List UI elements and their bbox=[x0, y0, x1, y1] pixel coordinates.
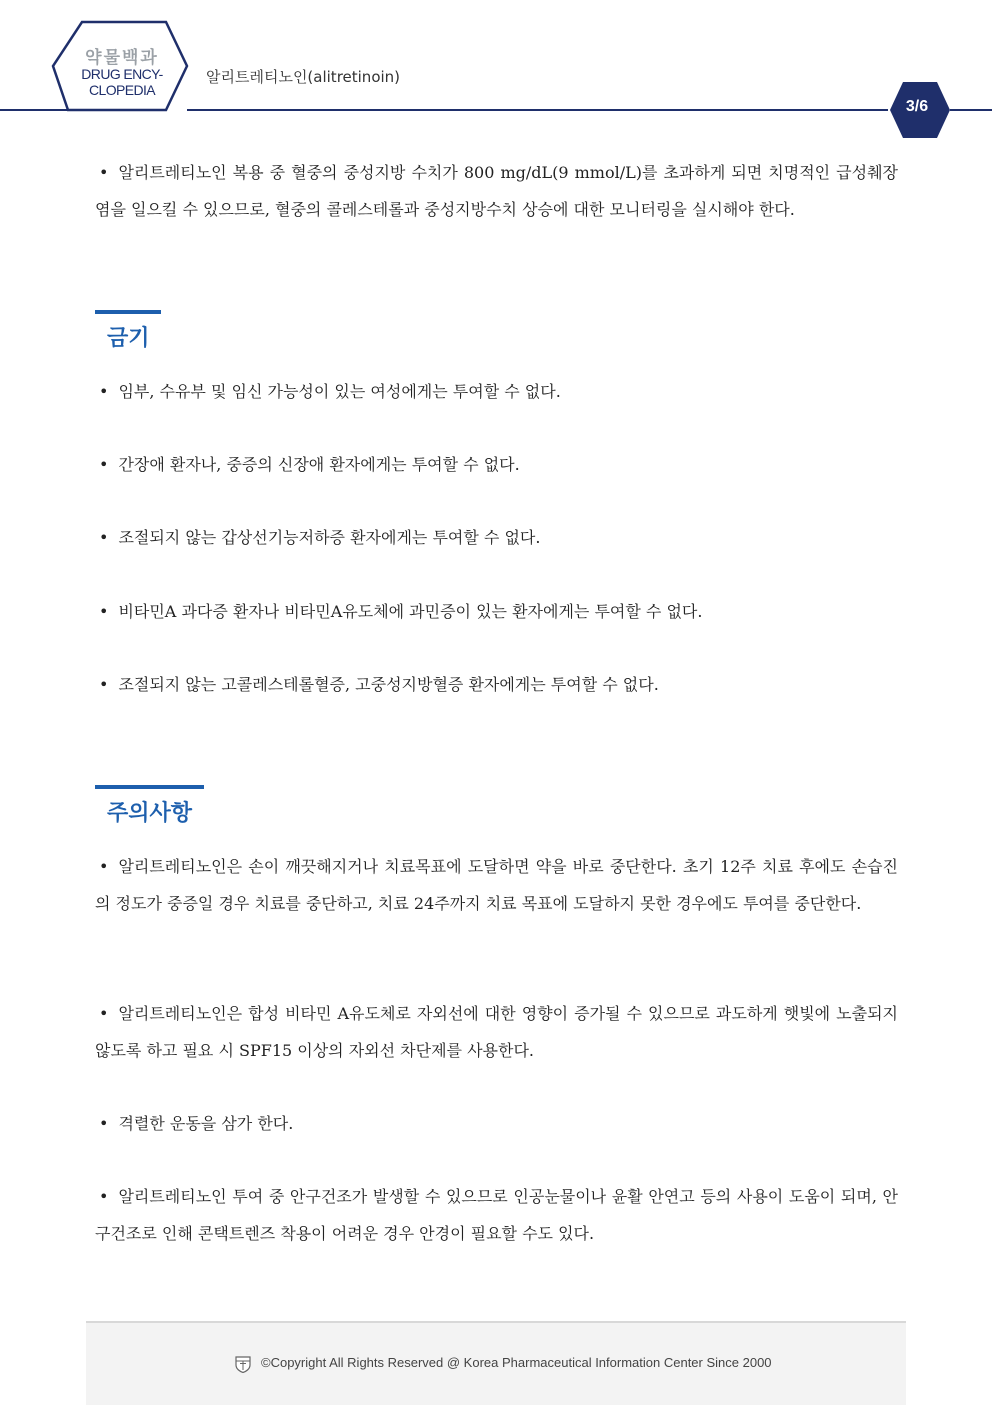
list-item-text: 알리트레티노인 투여 중 안구건조가 발생할 수 있으므로 인공눈물이나 윤활 안연고 등의 사용이 도움이 되며, 안구건조로 인해 콘택트렌즈 착용이 어려운 경우 안경이 필요할 수도 있다. bbox=[95, 1187, 898, 1243]
list-item-text: 조절되지 않는 고콜레스테롤혈증, 고중성지방혈증 환자에게는 투여할 수 없다. bbox=[118, 675, 659, 694]
bullet-icon: • bbox=[99, 163, 109, 182]
list-item bbox=[95, 666, 898, 703]
list-item bbox=[95, 995, 898, 1069]
list-item-text: 조절되지 않는 갑상선기능저하증 환자에게는 투여할 수 없다. bbox=[118, 528, 541, 547]
section-bar-contraindications bbox=[95, 310, 161, 314]
logo-english bbox=[72, 66, 172, 98]
bullet-icon: • bbox=[99, 528, 109, 547]
list-item bbox=[95, 593, 898, 630]
list-item-text: 알리트레티노인은 손이 깨끗해지거나 치료목표에 도달하면 약을 바로 중단한다. 초기 12주 치료 후에도 손습진의 정도가 중증일 경우 치료를 중단하고, 치료 24주까지 치료 목표에 도달하지 못한 경우에도 투여를 중단한다. bbox=[95, 857, 898, 913]
bullet-icon: • bbox=[99, 602, 109, 621]
section-title-contraindications: 금기 bbox=[107, 326, 150, 351]
list-item-text: 비타민A 과다증 환자나 비타민A유도체에 과민증이 있는 환자에게는 투여할 수 없다. bbox=[118, 602, 703, 621]
list-item-text: 알리트레티노인은 합성 비타민 A유도체로 자외선에 대한 영향이 증가될 수 있으므로 과도하게 햇빛에 노출되지 않도록 하고 필요 시 SPF15 이상의 자외선 차단제를 사용한다. bbox=[95, 1004, 898, 1060]
list-item-text: 격렬한 운동을 삼가 한다. bbox=[118, 1114, 294, 1133]
list-item bbox=[95, 446, 898, 483]
drug-title: 알리트레티노인(alitretinoin) bbox=[206, 68, 401, 86]
bullet-icon: • bbox=[99, 1004, 109, 1023]
bullet-icon: • bbox=[99, 382, 109, 401]
logo-korean: 약물백과 bbox=[85, 48, 159, 68]
list-item bbox=[95, 1178, 898, 1252]
list-item bbox=[95, 1105, 898, 1142]
copyright-text: ©Copyright All Rights Reserved @ Korea Pharmaceutical Information Center Since 2000 bbox=[261, 1355, 772, 1370]
bullet-icon: • bbox=[99, 857, 109, 876]
bullet-icon: • bbox=[99, 675, 109, 694]
list-item bbox=[95, 519, 898, 556]
section-bar-precautions bbox=[95, 785, 204, 789]
page-number: 3/6 bbox=[905, 98, 929, 115]
footer bbox=[86, 1321, 906, 1405]
list-item-text: 임부, 수유부 및 임신 가능성이 있는 여성에게는 투여할 수 없다. bbox=[118, 382, 561, 401]
section-title-precautions: 주의사항 bbox=[107, 801, 193, 826]
bullet-icon: • bbox=[99, 455, 109, 474]
shield-logo-icon bbox=[235, 1356, 251, 1373]
logo-english-line1: DRUG ENCY- bbox=[81, 66, 163, 82]
bullet-icon: • bbox=[99, 1114, 109, 1133]
list-item bbox=[95, 848, 898, 922]
list-item-text: 간장애 환자나, 중증의 신장애 환자에게는 투여할 수 없다. bbox=[118, 455, 520, 474]
intro-paragraph bbox=[95, 154, 898, 228]
list-item bbox=[95, 373, 898, 410]
logo-english-line2: CLOPEDIA bbox=[89, 82, 155, 98]
bullet-icon: • bbox=[99, 1187, 109, 1206]
intro-text: 알리트레티노인 복용 중 혈중의 중성지방 수치가 800 mg/dL(9 mmol/L)를 초과하게 되면 치명적인 급성췌장염을 일으킬 수 있으므로, 혈중의 콜레스테롤과 중성지방수치 상승에 대한 모니터링을 실시해야 한다. bbox=[95, 163, 898, 219]
